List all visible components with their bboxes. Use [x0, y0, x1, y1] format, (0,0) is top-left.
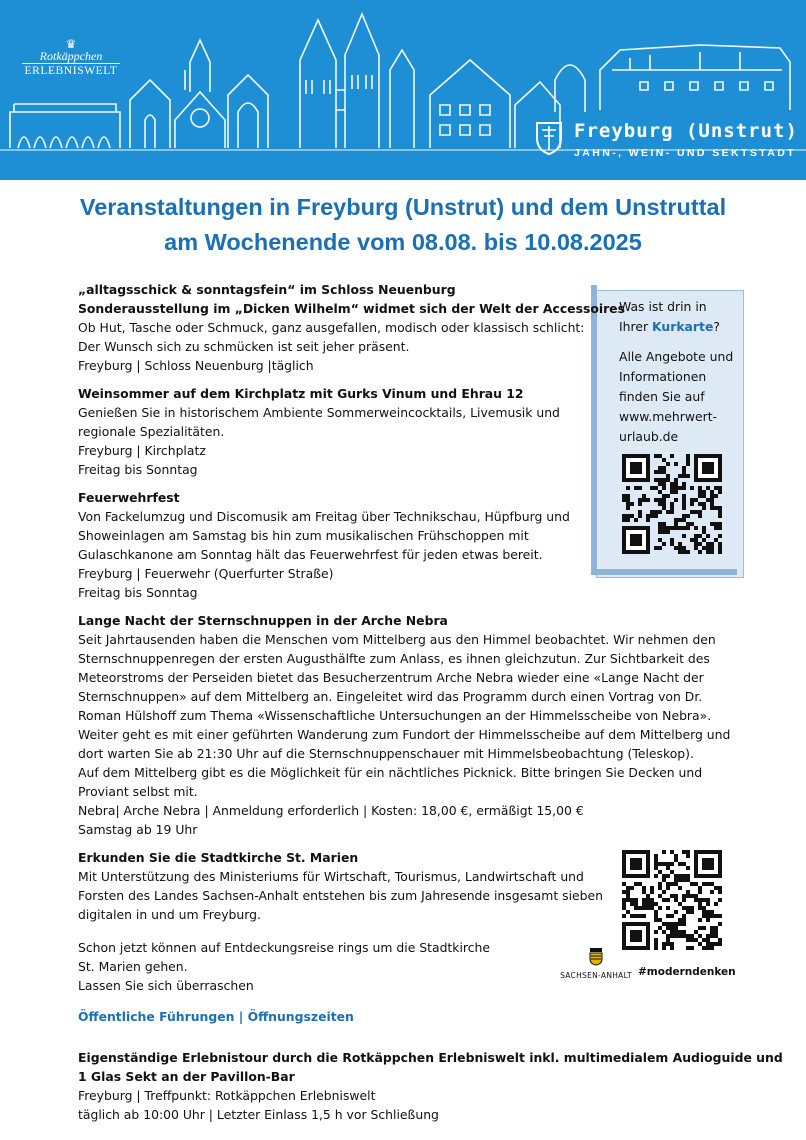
event-title: „alltagsschick & sonntagsfein“ im Schloss Neuenburg	[78, 282, 456, 297]
city-name: Freyburg (Unstrut)	[574, 120, 798, 142]
city-tagline: JAHN-, WEIN- UND SEKTSTADT	[574, 147, 797, 159]
event-text-line: Meteorstroms der Perseiden bietet das Besucherzentrum Arche Nebra wieder eine «Lange Nacht der	[78, 670, 704, 685]
event-text-line: Freitag bis Sonntag	[78, 585, 198, 600]
page-title-line-1: Veranstaltungen in Freyburg (Unstrut) und dem Unstruttal	[79, 194, 727, 220]
kurkarte-prefix: Ihrer	[619, 319, 652, 334]
event-item	[78, 611, 731, 839]
event-text-line: Von Fackelumzug und Discomusik am Freitag über Technikschau, Hüpfburg und	[78, 509, 570, 524]
kurkarte-link[interactable]: www.mehrwert-	[619, 409, 718, 424]
event-text-line: Auf dem Mittelberg gibt es die Möglichkeit für ein nächtliches Picknick. Bitte bringen Sie Decken und	[78, 765, 703, 780]
event-text-line: Der Wunsch sich zu schmücken ist seit jeher präsent.	[78, 339, 410, 354]
event-item	[78, 848, 728, 995]
event-text-line: regionale Spezialitäten.	[78, 424, 225, 439]
header-banner	[0, 0, 806, 180]
tour-title-line: 1 Glas Sekt an der Pavillon-Bar	[78, 1069, 295, 1084]
tour-item	[78, 1048, 783, 1124]
event-text-line: Ob Hut, Tasche oder Schmuck, ganz ausgefallen, modisch oder klassisch schlicht:	[78, 320, 585, 335]
event-title: Lange Nacht der Sternschnuppen in der Arche Nebra	[78, 613, 448, 628]
kurkarte-line: Informationen	[619, 369, 707, 384]
crown-icon: ♛	[65, 37, 77, 51]
event-text-line: Schon jetzt können auf Entdeckungsreise rings um die Stadtkirche	[78, 940, 491, 955]
section-heading: Öffentliche Führungen | Öffnungszeiten	[78, 1009, 354, 1024]
event-text-line: Samstag ab 19 Uhr	[78, 822, 198, 837]
hashtag-label: #moderndenken	[638, 966, 736, 978]
event-text-line: Sonderausstellung im „Dicken Wilhelm“ widmet sich der Welt der Accessoires	[78, 301, 625, 316]
event-title: Erkunden Sie die Stadtkirche St. Marien	[78, 850, 359, 865]
event-text-line: Proviant selbst mit.	[78, 784, 198, 799]
event-text-line: Seit Jahrtausenden haben die Menschen vom Mittelberg aus den Himmel beobachtet. Wir nehmen den	[78, 632, 716, 647]
tour-title-line: Eigenständige Erlebnistour durch die Rotkäppchen Erlebniswelt inkl. multimedialem Audioguide und	[78, 1050, 783, 1065]
event-item	[78, 488, 728, 602]
page-title	[0, 190, 806, 260]
event-text-line: Freyburg | Kirchplatz	[78, 443, 206, 458]
city-shield-icon	[534, 120, 564, 156]
event-text-line: Weiter geht es mit einer geführten Wanderung zum Fundort der Himmelsscheibe auf dem Mittelberg und	[78, 727, 731, 742]
event-title: Feuerwehrfest	[78, 490, 180, 505]
event-spacer	[78, 924, 728, 938]
event-item	[78, 384, 728, 479]
rotkaeppchen-logo	[22, 38, 120, 78]
sachsen-anhalt-text: SACHSEN-ANHALT	[560, 971, 632, 980]
event-text-line: Freitag bis Sonntag	[78, 462, 198, 477]
event-text-line: Forsten des Landes Sachsen-Anhalt entstehen bis zum Jahresende insgesamt sieben	[78, 888, 603, 903]
event-text-line: Freyburg | Schloss Neuenburg |täglich	[78, 358, 314, 373]
event-text-line: Showeinlagen am Samstag bis hin zum musikalischen Frühschoppen mit	[78, 528, 529, 543]
event-list	[78, 280, 783, 1133]
kurkarte-line: Alle Angebote und	[619, 349, 734, 364]
event-text-line: digitalen in und um Freyburg.	[78, 907, 261, 922]
event-text-line: Sternschnuppen» auf dem Mittelberg an. Eingeleitet wird das Programm durch einen Vortrag von Dr.	[78, 689, 703, 704]
event-item	[78, 280, 728, 375]
brand-name-top: Rotkäppchen	[39, 49, 103, 63]
tour-text-line: täglich ab 10:00 Uhr | Letzter Einlass 1,5 h vor Schließung	[78, 1107, 439, 1122]
event-text-line: Roman Hülshoff zum Thema «Wissenschaftliche Untersuchungen an der Himmelsscheibe von Nebra».	[78, 708, 712, 723]
kurkarte-suffix: ?	[713, 319, 720, 334]
kurkarte-line: Was ist drin in	[619, 299, 707, 314]
event-title: Weinsommer auf dem Kirchplatz mit Gurks Vinum und Ehrau 12	[78, 386, 524, 401]
kurkarte-line: finden Sie auf	[619, 389, 705, 404]
event-text-line: Gulaschkanone am Sonntag hält das Feuerwehrfest für jeden etwas bereit.	[78, 547, 543, 562]
event-text-line: Nebra| Arche Nebra | Anmeldung erforderlich | Kosten: 18,00 €, ermäßigt 15,00 €	[78, 803, 584, 818]
event-text-line: St. Marien gehen.	[78, 959, 188, 974]
tour-text-line: Freyburg | Treffpunkt: Rotkäppchen Erlebniswelt	[78, 1088, 376, 1103]
event-text-line: Genießen Sie in historischem Ambiente Sommerweincocktails, Livemusik und	[78, 405, 560, 420]
brand-name-bottom: ERLEBNISWELT	[22, 63, 120, 78]
kurkarte-accent: Kurkarte	[652, 319, 714, 334]
event-text-line: Sternschnuppenregen der ersten Augusthälfte zum Anlass, es ihnen gleichzutun. Zur Sichtbarkeit des	[78, 651, 710, 666]
event-text-line: Lassen Sie sich überraschen	[78, 978, 254, 993]
event-text-line: Freyburg | Feuerwehr (Querfurter Straße)	[78, 566, 334, 581]
page-title-line-2: am Wochenende vom 08.08. bis 10.08.2025	[164, 229, 642, 255]
event-text-line: Mit Unterstützung des Ministeriums für Wirtschaft, Tourismus, Landwirtschaft und	[78, 869, 584, 884]
kurkarte-link[interactable]: urlaub.de	[619, 429, 679, 444]
event-text-line: dort warten Sie ab 21:30 Uhr auf die Sternschnuppenschauer mit Himmelsbeobachtung (Teleskop).	[78, 746, 694, 761]
